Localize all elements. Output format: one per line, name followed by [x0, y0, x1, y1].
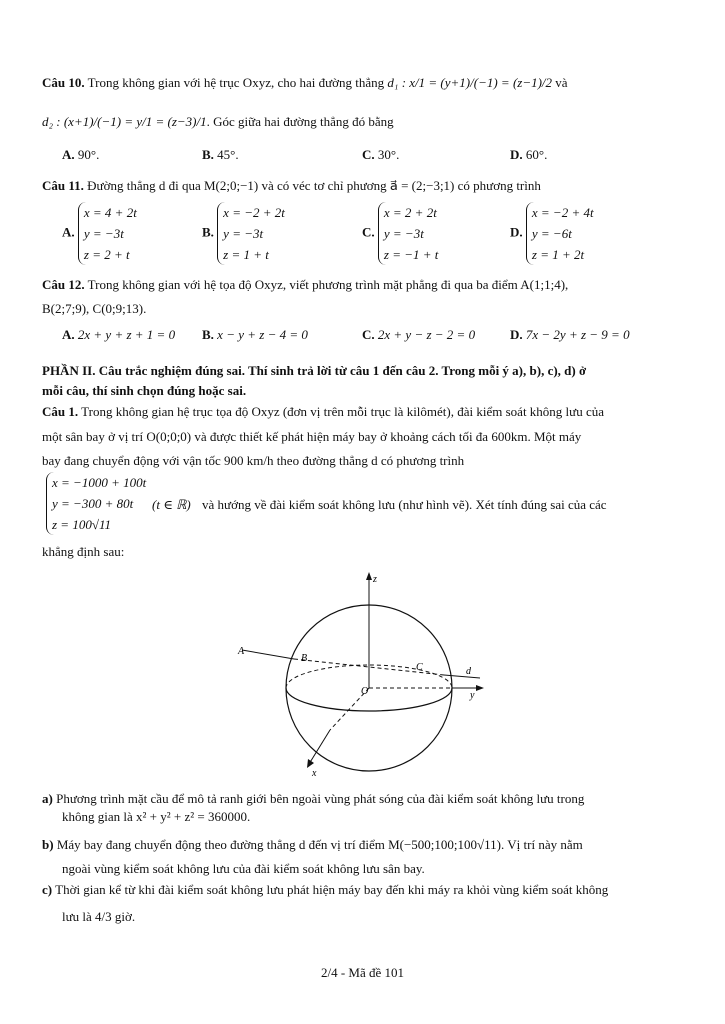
part2-heading-line: PHẦN II. Câu trắc nghiệm đúng sai. Thí sinh trả lời từ câu 1 đến câu 2. Trong mỗi ý a), b), c), d) ở	[42, 363, 587, 378]
part2-heading-line: mỗi câu, thí sinh chọn đúng hoặc sai.	[42, 383, 247, 398]
system-line: x = 4 + 2t	[83, 205, 137, 220]
option-label: C.	[362, 224, 375, 240]
option-text: 2x + y + z + 1 = 0	[77, 327, 176, 342]
option-text: 90°.	[77, 147, 100, 162]
q10-d2: d₂ : (x+1)/(−1) = y/1 = (z−3)/1	[42, 114, 207, 129]
option-label: B.	[202, 327, 214, 342]
statement-text: ngoài vùng kiểm soát không lưu của đài kiểm soát không lưu sân bay.	[62, 861, 425, 876]
statement-b-2	[62, 860, 683, 878]
statement-b[interactable]	[42, 836, 683, 854]
system-line: y = −3t	[383, 226, 424, 241]
z-axis-arrow-icon	[366, 572, 372, 580]
equation-system	[46, 472, 146, 535]
system-line: y = −6t	[531, 226, 572, 241]
option-text: 7x − 2y + z − 9 = 0	[525, 327, 630, 342]
y-axis-arrow-icon	[476, 685, 484, 691]
statement-text: lưu là 4/3 giờ.	[62, 909, 136, 924]
q10-stem	[42, 74, 683, 92]
x-label: x	[312, 768, 317, 779]
system-line: z = 100√11	[52, 517, 112, 532]
q11-label: Câu 11.	[42, 178, 84, 193]
q10-text-2: . Góc giữa hai đường thẳng đó bằng	[206, 114, 394, 129]
point-b-label: B	[301, 653, 308, 664]
q11-option-d[interactable]	[510, 202, 594, 265]
q10-option-d[interactable]	[510, 146, 547, 164]
system-line: x = −2 + 2t	[223, 205, 285, 220]
page-footer: 2/4 - Mã đề 101	[320, 965, 405, 980]
q12-option-a[interactable]	[62, 326, 175, 344]
statement-label: a)	[42, 791, 53, 806]
statement-text: Phương trình mặt cầu để mô tả ranh giới bên ngoài vùng phát sóng của đài kiểm soát không lưu trong	[56, 791, 585, 806]
p2q1-label: Câu 1.	[42, 404, 79, 419]
statement-text: Thời gian kể từ khi đài kiểm soát không lưu phát hiện máy bay đến khi máy ra khỏi vùng kiểm soát không	[55, 882, 609, 897]
option-text: 60°.	[525, 147, 548, 162]
q12-option-b[interactable]	[202, 326, 308, 344]
option-label: D.	[510, 147, 523, 162]
q12-text-2: B(2;7;9), C(0;9;13).	[42, 301, 147, 316]
system-line: x = −2 + 4t	[531, 205, 594, 220]
q10-text: Trong không gian với hệ trục Oxyz, cho hai đường thẳng	[87, 75, 385, 90]
x-axis-arrow-icon	[307, 759, 314, 768]
sphere-figure	[230, 570, 490, 785]
system-line: z = −1 + t	[383, 247, 439, 262]
q10-label: Câu 10.	[42, 75, 85, 90]
q12-option-c[interactable]	[362, 326, 475, 344]
q12-label: Câu 12.	[42, 277, 85, 292]
p2q1-text: và hướng về đài kiểm soát không lưu (như hình vẽ). Xét tính đúng sai của các	[202, 497, 607, 512]
p2q1-line-5	[42, 543, 683, 561]
system-line: x = 2 + 2t	[383, 205, 437, 220]
param-text: (t ∈ ℝ)	[152, 497, 191, 512]
statement-c-2	[62, 908, 683, 926]
p2q1-line-1	[42, 403, 683, 421]
equation-system	[378, 202, 439, 265]
p2q1-param	[152, 496, 191, 514]
statement-label: b)	[42, 837, 54, 852]
q12-option-d[interactable]	[510, 326, 630, 344]
q10-option-c[interactable]	[362, 146, 399, 164]
p2q1-text: khẳng định sau:	[42, 544, 125, 559]
equator-front	[286, 688, 452, 711]
part2-heading	[42, 362, 683, 380]
p2q1-line-4	[202, 496, 607, 514]
q10-stem-2	[42, 113, 683, 131]
statement-text: Máy bay đang chuyển động theo đường thẳng d đến vị trí điểm M(−500;100;100√11). Vị trí này nằm	[56, 837, 583, 852]
q10-option-a[interactable]	[62, 146, 99, 164]
p2q1-line-2	[42, 428, 683, 446]
part2-heading-2	[42, 382, 683, 400]
option-label: C.	[362, 327, 375, 342]
line-d-right	[444, 675, 480, 678]
statement-label: c)	[42, 882, 53, 897]
p2q1-text: Trong không gian hệ trục tọa độ Oxyz (đơn vị trên mỗi trục là kilômét), đài kiểm soát không lưu của	[81, 404, 605, 419]
origin-label: O	[361, 686, 369, 697]
p2q1-system	[46, 472, 146, 535]
q11-text: Đường thẳng d đi qua M(2;0;−1) và có véc tơ chỉ phương a⃗ = (2;−3;1) có phương trình	[87, 178, 541, 193]
option-text: 2x + y − z − 2 = 0	[377, 327, 476, 342]
option-text: 45°.	[217, 147, 239, 162]
line-d-left	[242, 650, 294, 659]
option-label: D.	[510, 327, 523, 342]
system-line: y = −3t	[223, 226, 264, 241]
z-label: z	[373, 574, 377, 585]
equation-system	[78, 202, 137, 265]
statement-a-2	[62, 808, 683, 826]
q10-and: và	[555, 75, 568, 90]
q11-option-a[interactable]	[62, 202, 137, 265]
q12-stem	[42, 276, 683, 294]
statement-text: không gian là x² + y² + z² = 360000.	[62, 809, 251, 824]
option-label: A.	[62, 327, 75, 342]
point-c-label: C	[416, 662, 423, 673]
system-line: z = 2 + t	[83, 247, 130, 262]
p2q1-text: một sân bay ở vị trí O(0;0;0) và được thiết kế phát hiện máy bay ở khoảng cách tối đa 600km. Một máy	[42, 429, 582, 444]
system-line: z = 1 + 2t	[531, 247, 585, 262]
system-line: z = 1 + t	[223, 247, 269, 262]
statement-c[interactable]	[42, 881, 683, 899]
q11-stem	[42, 177, 683, 195]
line-d-label: d	[466, 666, 471, 677]
point-a-label: A	[238, 646, 245, 657]
q12-stem-2	[42, 300, 683, 318]
statement-a[interactable]	[42, 790, 683, 808]
p2q1-text: bay đang chuyển động với vận tốc 900 km/h theo đường thẳng d có phương trình	[42, 453, 465, 468]
system-line: y = −300 + 80t	[52, 496, 134, 511]
option-label: B.	[202, 224, 214, 240]
q10-option-b[interactable]	[202, 146, 239, 164]
option-label: A.	[62, 224, 75, 240]
q12-text: Trong không gian với hệ tọa độ Oxyz, viết phương trình mặt phẳng đi qua ba điểm A(1;1;4),	[87, 277, 569, 292]
q11-option-b[interactable]	[202, 202, 285, 265]
option-label: C.	[362, 147, 375, 162]
option-label: A.	[62, 147, 75, 162]
equation-system	[217, 202, 285, 265]
option-label: D.	[510, 224, 523, 240]
system-line: y = −3t	[83, 226, 124, 241]
option-label: B.	[202, 147, 214, 162]
option-text: 30°.	[377, 147, 400, 162]
equation-system	[526, 202, 594, 265]
system-line: x = −1000 + 100t	[52, 475, 147, 490]
p2q1-line-3	[42, 452, 683, 470]
option-text: x − y + z − 4 = 0	[217, 327, 308, 342]
q11-option-c[interactable]	[362, 202, 438, 265]
y-label: y	[470, 690, 475, 701]
q10-d1: d₁ : x/1 = (y+1)/(−1) = (z−1)/2	[387, 75, 553, 90]
